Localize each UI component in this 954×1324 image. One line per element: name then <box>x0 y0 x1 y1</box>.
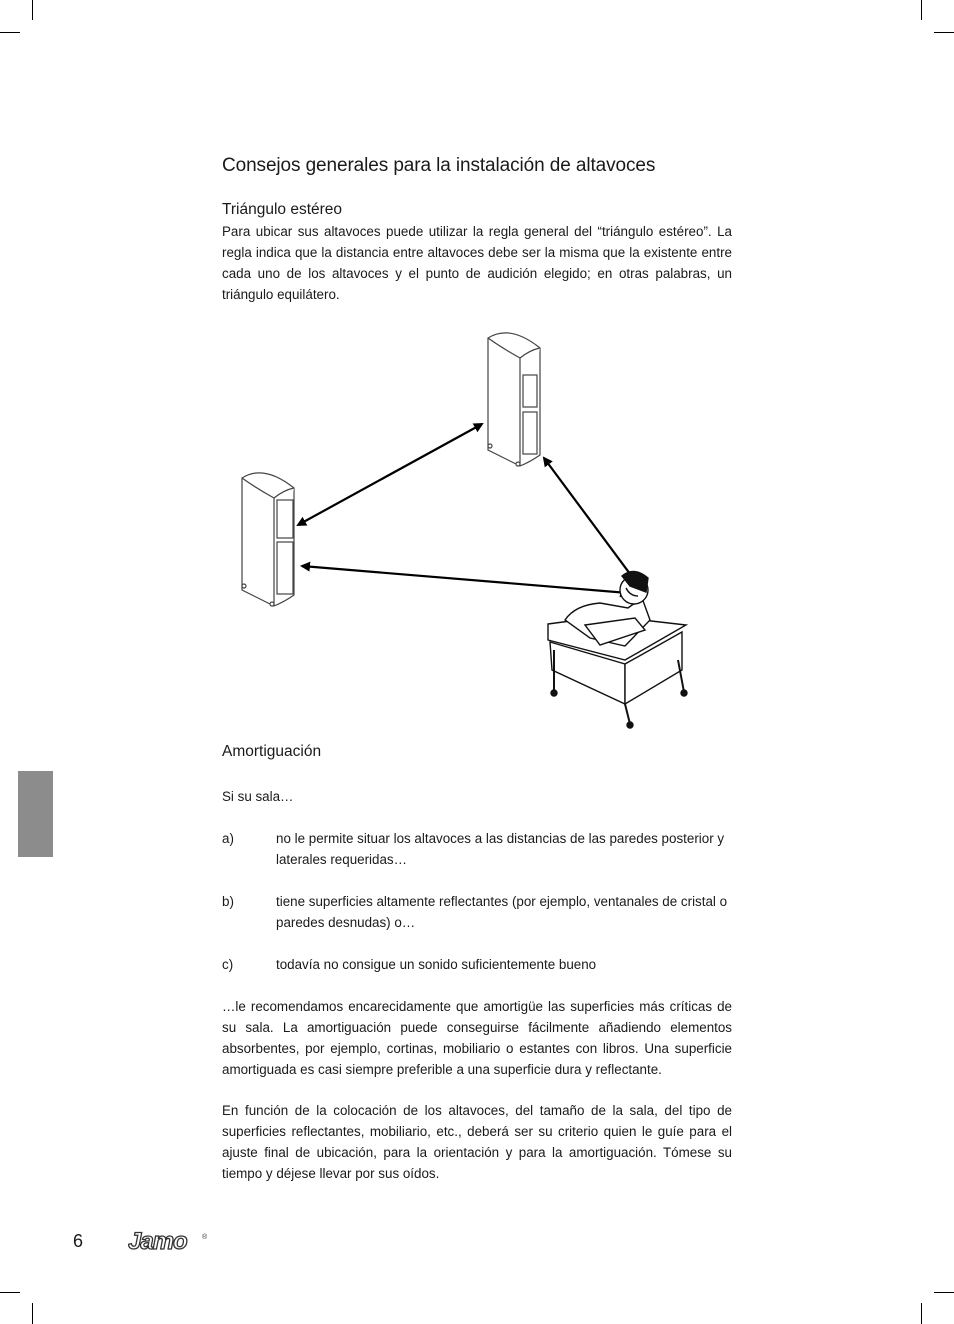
crop-mark <box>0 1292 20 1293</box>
list-item <box>222 828 732 870</box>
damping-paragraph-1: …le recomendamos encarecidamente que amortigüe las superficies más críticas de su sala. La amortiguación puede conseguirse fácilmente añadiendo elementos absorbentes, por ejemplo, cortinas, mobiliario o estantes con libros. Una superficie amortiguada es casi siempre preferible a una superficie dura y reflectante. <box>222 999 732 1077</box>
list-item-label: c) <box>222 957 234 972</box>
arrows <box>298 424 636 593</box>
list-item-label: b) <box>222 894 234 909</box>
speaker-left <box>242 473 294 606</box>
list-item <box>222 954 732 975</box>
list-item <box>222 891 732 933</box>
list-item-text: tiene superficies altamente reflectantes (por ejemplo, ventanales de cristal o paredes desnudas) o… <box>276 894 728 930</box>
damping-heading: Amortiguación <box>222 743 322 760</box>
page-number: 6 <box>73 1231 84 1251</box>
damping-paragraph-2: En función de la colocación de los altavoces, del tamaño de la sala, del tipo de superficies reflectantes, mobiliario, etc., deberá ser su criterio quien le guíe para el ajuste final de ubicación, para la orientación y para la amortiguación. Tómese su tiempo y déjese llevar por sus oídos. <box>222 1103 732 1181</box>
crop-mark <box>921 0 922 20</box>
jamo-logo <box>128 1229 208 1253</box>
speaker-right <box>488 333 540 466</box>
list-item-text: no le permite situar los altavoces a las distancias de las paredes posterior y laterales requeridas… <box>276 831 725 867</box>
crop-mark <box>32 1303 33 1324</box>
svg-text:®: ® <box>202 1234 208 1241</box>
crop-mark <box>934 32 954 33</box>
page-title: Consejos generales para la instalación de altavoces <box>222 155 656 176</box>
section-tab <box>18 771 53 857</box>
crop-mark <box>0 32 20 33</box>
crop-mark <box>934 1292 954 1293</box>
list-item-label: a) <box>222 831 234 846</box>
stereo-triangle-heading: Triángulo estéreo <box>222 201 343 218</box>
crop-mark <box>32 0 33 20</box>
list-item-text: todavía no consigue un sonido suficientemente bueno <box>276 957 597 972</box>
svg-text:Jamo: Jamo <box>128 1229 187 1253</box>
damping-intro: Si su sala… <box>222 789 294 804</box>
crop-mark <box>921 1303 922 1324</box>
listener-in-chair <box>548 571 687 728</box>
stereo-triangle-text: Para ubicar sus altavoces puede utilizar la regla general del “triángulo estéreo”. La regla indica que la distancia entre altavoces debe ser la misma que la existente entre cada uno de los altavoces y el punto de audición elegido; en otras palabras, un triángulo equilátero. <box>222 224 732 302</box>
stereo-triangle-illustration <box>230 320 700 740</box>
